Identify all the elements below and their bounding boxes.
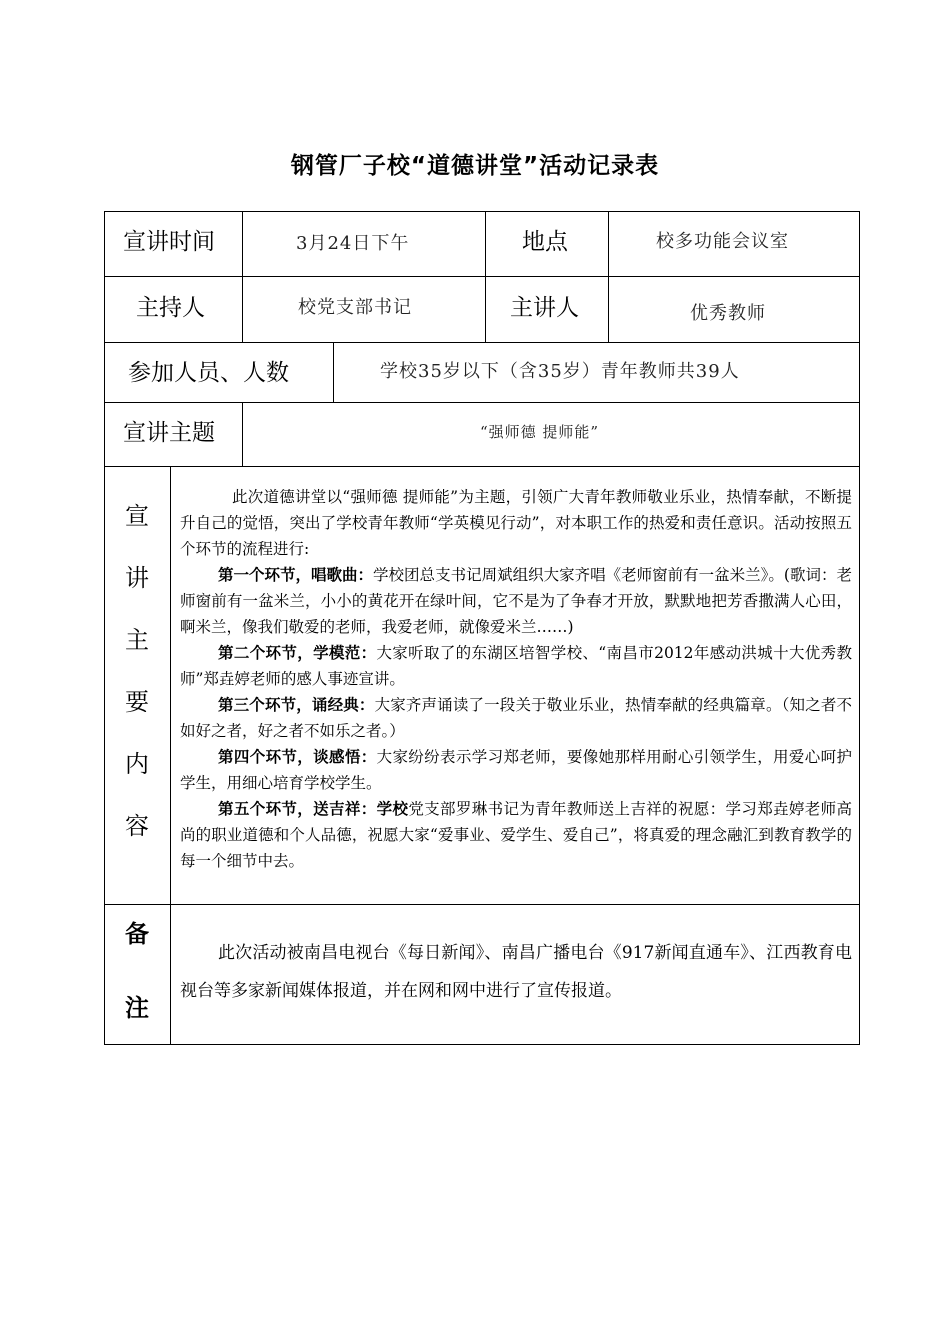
remark-label-char: 注 — [125, 994, 149, 1022]
step-text: 大家听取了的东湖区培智学校、“南昌市2012年感动洪城十大优秀教师”郑垚婷老师的感人事迹宣讲。 — [180, 644, 852, 688]
content-label-char: 主 — [125, 626, 149, 654]
host-label: 主持人 — [136, 295, 205, 321]
row-divider — [104, 276, 860, 277]
time-value: 3月24日下午 — [296, 233, 410, 254]
content-step — [180, 796, 852, 874]
col-divider — [333, 342, 334, 402]
remark-text: 此次活动被南昌电视台《每日新闻》、南昌广播电台《917新闻直通车》、江西教育电视台等多家新闻媒体报道，并在网和网中进行了宣传报道。 — [180, 943, 852, 1001]
col-divider — [242, 211, 243, 342]
row-divider — [104, 402, 860, 403]
col-divider — [608, 211, 609, 342]
row-divider — [104, 342, 860, 343]
attendees-label: 参加人员、人数 — [128, 360, 289, 386]
content-body — [180, 484, 852, 874]
step-text: 大家齐声诵读了一段关于敬业乐业，热情奉献的经典篇章。（知之者不如好之者，好之者不如乐之者。） — [180, 696, 852, 740]
place-label: 地点 — [522, 229, 568, 255]
step-heading: 第三个环节，诵经典： — [218, 696, 375, 714]
step-heading: 第四个环节，谈感悟： — [218, 748, 377, 766]
step-heading: 第五个环节，送吉祥：学校 — [218, 800, 409, 818]
content-step — [180, 692, 852, 744]
content-step — [180, 640, 852, 692]
content-label-char: 要 — [125, 688, 149, 716]
step-text: 党支部罗琳书记为青年教师送上吉祥的祝愿：学习郑垚婷老师高尚的职业道德和个人品德，祝愿大家“爱事业、爱学生、爱自己”，将真爱的理念融汇到教育教学的每一个细节中去。 — [180, 800, 852, 870]
theme-value: “强师德 提师能” — [480, 423, 600, 441]
document-title: 钢管厂子校“道德讲堂”活动记录表 — [290, 153, 660, 179]
remark-body — [180, 934, 852, 1010]
remark-label-char: 备 — [125, 920, 149, 948]
host-value: 校党支部书记 — [298, 297, 412, 318]
theme-label: 宣讲主题 — [123, 420, 215, 446]
step-heading: 第二个环节，学模范： — [218, 644, 377, 662]
content-label-char: 宣 — [125, 502, 149, 530]
speaker-value: 优秀教师 — [690, 303, 766, 324]
content-label-char: 内 — [125, 750, 149, 778]
content-step — [180, 562, 852, 640]
content-step — [180, 744, 852, 796]
step-text: 大家纷纷表示学习郑老师，要像她那样用耐心引领学生，用爱心呵护学生，用细心培育学校学生。 — [180, 748, 852, 792]
step-text: 学校团总支书记周斌组织大家齐唱《老师窗前有一盆米兰》。(歌词：老师窗前有一盆米兰，小小的黄花开在绿叶间，它不是为了争春才开放，默默地把芳香撒满人心田，啊米兰，像我们敬爱的老师，我爱老师，就像爱米兰……) — [180, 566, 852, 636]
row-divider — [104, 904, 860, 905]
attendees-value: 学校35岁以下（含35岁）青年教师共39人 — [380, 361, 740, 382]
step-heading: 第一个环节，唱歌曲： — [218, 566, 374, 584]
speaker-label: 主讲人 — [510, 295, 579, 321]
col-divider — [485, 211, 486, 342]
row-divider — [104, 466, 860, 467]
col-divider — [242, 402, 243, 466]
place-value: 校多功能会议室 — [656, 231, 789, 252]
content-label-char: 容 — [125, 812, 149, 840]
col-divider — [170, 466, 171, 1044]
content-intro: 此次道德讲堂以“强师德 提师能”为主题，引领广大青年教师敬业乐业，热情奉献，不断提升自己的觉悟，突出了学校青年教师“学英模见行动”，对本职工作的热爱和责任意识。活动按照五个环节的流程进行: — [180, 488, 852, 558]
time-label: 宣讲时间 — [123, 229, 215, 255]
content-label-char: 讲 — [125, 564, 149, 592]
